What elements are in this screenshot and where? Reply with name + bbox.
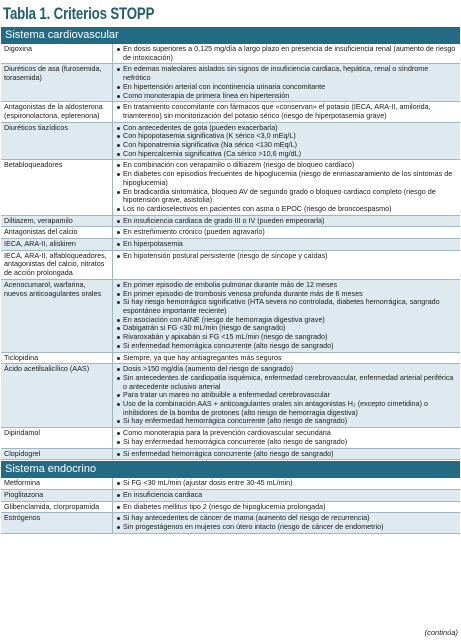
criteria-list xyxy=(113,216,460,227)
criteria-list xyxy=(113,64,460,101)
table-row xyxy=(1,102,460,122)
criteria-item: En hipotensión postural persistente (riesgo de síncope y caídas) xyxy=(116,252,457,261)
criteria-item: En edemas maleolares aislados sin signos de insuficiencia cardiaca, hepática, renal o síndrome nefrótico xyxy=(116,65,457,82)
criteria-item: En diabetes mellitus tipo 2 (riesgo de hipoglucemia prolongada) xyxy=(116,503,457,512)
criteria-list xyxy=(113,428,460,447)
drug-name: Metformina xyxy=(1,478,113,489)
table-row xyxy=(1,353,460,365)
criteria-item: Como monoterapia de primera línea en hipertensión xyxy=(116,92,457,101)
table-row xyxy=(1,160,460,215)
table-row xyxy=(1,123,460,161)
criteria-item: Sin progestágenos en mujeres con útero intacto (riesgo de cáncer de endometrio) xyxy=(116,523,457,532)
criteria-item: Si hay enfermedad hemorrágica concurrente (alto riesgo de sangrado) xyxy=(116,438,457,447)
criteria-list xyxy=(113,502,460,513)
criteria-item: Rivaroxabán y apixabán si FG <15 mL/min (riesgo de sangrado) xyxy=(116,333,457,342)
criteria-item: En insuficiencia cardiaca xyxy=(116,491,457,500)
criteria-item: En insuficiencia cardiaca de grado III o IV (pueden empeorarla) xyxy=(116,217,457,226)
criteria-item: En hipertensión arterial con incontinencia urinaria concomitante xyxy=(116,83,457,92)
criteria-item: En diabetes con episodios frecuentes de hipoglucemia (riesgo de enmascaramiento de los síntomas de hipoglucemia) xyxy=(116,170,457,187)
table-row xyxy=(1,428,460,448)
table-row xyxy=(1,64,460,102)
criteria-item: Si enfermedad hemorrágica concurrente (alto riesgo de sangrado) xyxy=(116,342,457,351)
criteria-item: En estreñimiento crónico (pueden agravarlo) xyxy=(116,228,457,237)
drug-name: Diuréticos de asa (furosemida, torasemida) xyxy=(1,64,113,101)
criteria-list xyxy=(113,490,460,501)
criteria-item: Con hipopotasemia significativa (K sérico <3,0 mEq/L) xyxy=(116,132,457,141)
criteria-item: En primer episodio de trombosis venosa profunda durante más de 6 meses xyxy=(116,290,457,299)
drug-name: Diuréticos tiazídicos xyxy=(1,123,113,160)
drug-name: Estrógenos xyxy=(1,513,113,532)
criteria-list xyxy=(113,102,460,121)
table-row xyxy=(1,44,460,64)
criteria-item: En combinación con verapamilo o diltiazem (riesgo de bloqueo cardiaco) xyxy=(116,161,457,170)
drug-name: Dipiridamol xyxy=(1,428,113,447)
criteria-item: Los no cardioselectivos en pacientes con asma o EPOC (riesgo de broncoespasmo) xyxy=(116,205,457,214)
criteria-item: En tratamiento concomitante con fármacos que «conservan» el potasio (IECA, ARA-II, amilorida, triamtereno) sin monitorización del potasio sérico (riesgo de hiperpotasemia grave) xyxy=(116,103,457,120)
stopp-criteria-table xyxy=(1,26,460,534)
criteria-list xyxy=(113,239,460,250)
criteria-item: Uso de la combinación AAS + anticoagulantes orales sin antagonistas H₂ (excepto cimetidina) o inhibidores de la bomba de protones (alto riesgo de hemorragia digestiva) xyxy=(116,400,457,417)
drug-name: Betabloqueadores xyxy=(1,160,113,214)
drug-name: Pioglitazona xyxy=(1,490,113,501)
section-header: Sistema cardiovascular xyxy=(1,27,460,44)
criteria-list xyxy=(113,44,460,63)
criteria-list xyxy=(113,251,460,279)
drug-name: Digoxina xyxy=(1,44,113,63)
criteria-item: Dosis >150 mg/día (aumento del riesgo de sangrado) xyxy=(116,365,457,374)
drug-name: Antagonistas de la aldosterona (espironolactona, eplerenona) xyxy=(1,102,113,121)
criteria-list xyxy=(113,123,460,160)
criteria-item: Con hiponatremia significativa (Na sérico <130 mEq/L) xyxy=(116,141,457,150)
table-row xyxy=(1,280,460,353)
criteria-item: Si FG <30 mL/min (ajustar dosis entre 30-45 mL/min) xyxy=(116,479,457,488)
drug-name: Antagonistas del calcio xyxy=(1,227,113,238)
table-row xyxy=(1,513,460,533)
criteria-list xyxy=(113,160,460,214)
table-row xyxy=(1,478,460,490)
criteria-item: Para tratar un mareo no atribuible a enfermedad cerebrovascular xyxy=(116,391,457,400)
criteria-list xyxy=(113,227,460,238)
criteria-list xyxy=(113,449,460,460)
drug-name: Diltiazem, verapamilo xyxy=(1,216,113,227)
continued-note: (continúa) xyxy=(424,628,458,637)
criteria-list xyxy=(113,478,460,489)
criteria-item: Con hipercalcemia significativa (Ca sérico >10,6 mg/dL) xyxy=(116,150,457,159)
table-title: Tabla 1. Criterios STOPP xyxy=(3,4,155,23)
table-row xyxy=(1,251,460,280)
criteria-item: En primer episodio de embolia pulmonar durante más de 12 meses xyxy=(116,281,457,290)
table-row xyxy=(1,216,460,228)
table-row xyxy=(1,227,460,239)
table-row xyxy=(1,502,460,514)
criteria-item: En bradicardia sintomática, bloqueo AV de segundo grado o bloqueo cardiaco completo (riesgo de hipotensión grave, asistolia) xyxy=(116,188,457,205)
criteria-item: Dabigatrán si FG <30 mL/min (riesgo de sangrado) xyxy=(116,324,457,333)
criteria-item: Como monoterapia para la prevención cardiovascular secundaria xyxy=(116,429,457,438)
criteria-item: Sin antecedentes de cardiopatía isquémica, enfermedad cerebrovascular, enfermedad arterial periférica o antecedente oclusivo arterial xyxy=(116,374,457,391)
table-row xyxy=(1,490,460,502)
drug-name: Acenocumarol, warfarina, nuevos anticoagulantes orales xyxy=(1,280,113,352)
criteria-list xyxy=(113,353,460,364)
criteria-item: Siempre, ya que hay antiagregantes más seguros xyxy=(116,354,457,363)
criteria-list xyxy=(113,280,460,352)
criteria-item: Si enfermedad hemorrágica concurrente (alto riesgo de sangrado) xyxy=(116,450,457,459)
drug-name: IECA, ARA-II, aliskiren xyxy=(1,239,113,250)
criteria-item: Si hay riesgo hemorrágico significativo (HTA severa no controlada, diabetes hemorrágica, sangrado espontáneo importante reciente) xyxy=(116,298,457,315)
criteria-list xyxy=(113,364,460,427)
table-row xyxy=(1,364,460,428)
criteria-item: Si hay antecedentes de cáncer de mama (aumento del riesgo de recurrencia) xyxy=(116,514,457,523)
criteria-item: Si hay enfermedad hemorrágica concurrente (alto riesgo de sangrado) xyxy=(116,417,457,426)
drug-name: Glibenclamida, clorpropamida xyxy=(1,502,113,513)
criteria-item: En asociación con AINE (riesgo de hemorragia digestiva grave) xyxy=(116,316,457,325)
drug-name: Clopidogrel xyxy=(1,449,113,460)
criteria-list xyxy=(113,513,460,532)
drug-name: Ácido acetilsalicílico (AAS) xyxy=(1,364,113,427)
criteria-item: En dosis superiores a 0,125 mg/día a largo plazo en presencia de insuficiencia renal (aumento de riesgo de intoxicación) xyxy=(116,45,457,62)
drug-name: Ticlopidina xyxy=(1,353,113,364)
criteria-item: Con antecedentes de gota (pueden exacerbarla) xyxy=(116,124,457,133)
criteria-item: En hiperpotasemia xyxy=(116,240,457,249)
table-row xyxy=(1,239,460,251)
section-header: Sistema endocrino xyxy=(1,461,460,478)
table-row xyxy=(1,449,460,461)
drug-name: IECA, ARA-II, alfabloqueadores, antagonistas del calcio, nitratos de acción prolongada xyxy=(1,251,113,279)
